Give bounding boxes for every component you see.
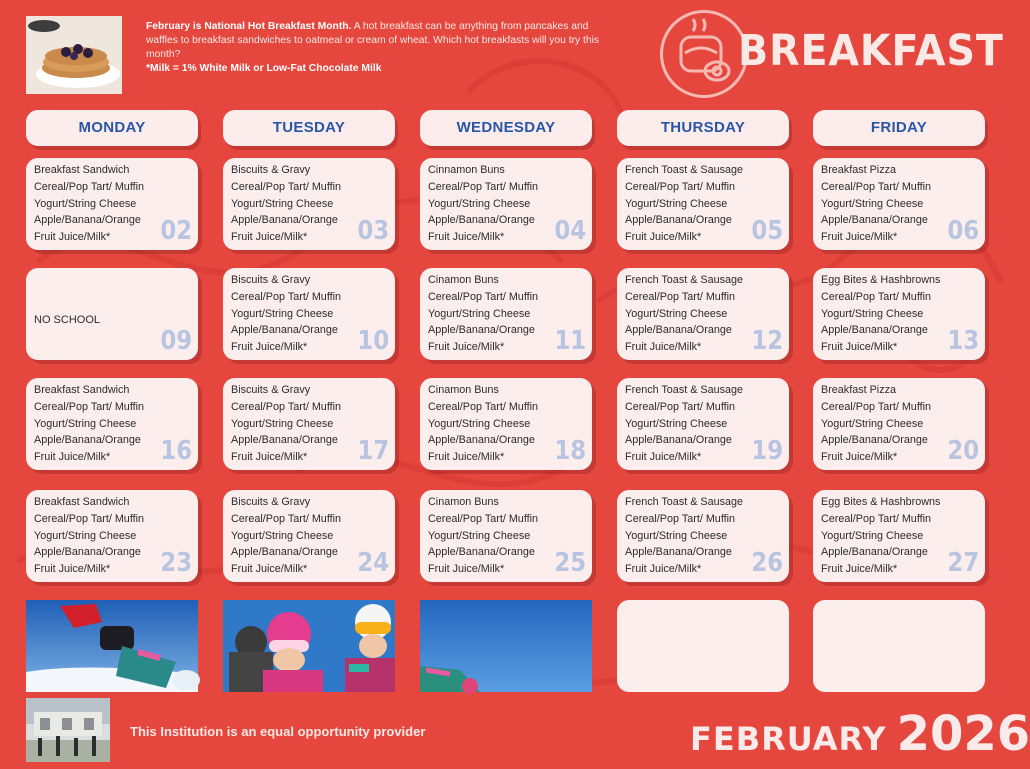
menu-item: Apple/Banana/Orange (34, 214, 141, 227)
menu-item: Cinamon Buns (428, 384, 499, 396)
menu-item: Cereal/Pop Tart/ Muffin (231, 400, 342, 413)
pancakes-photo (26, 16, 122, 94)
menu-item: Apple/Banana/Orange (821, 214, 928, 227)
date-number: 05 (751, 216, 783, 246)
day-cell (223, 490, 395, 582)
date-number: 19 (751, 436, 783, 466)
menu-item: Fruit Juice/Milk* (821, 341, 898, 354)
milk-note: *Milk = 1% White Milk or Low-Fat Chocolate Milk (146, 63, 382, 74)
month-year-title (690, 706, 1030, 762)
day-cell (813, 158, 985, 250)
day-cell (420, 158, 592, 250)
menu-item: Apple/Banana/Orange (34, 434, 141, 447)
menu-item: Fruit Juice/Milk* (34, 231, 111, 244)
school-building-photo (26, 698, 110, 762)
date-number: 12 (751, 326, 783, 356)
menu-item: Apple/Banana/Orange (428, 434, 535, 447)
menu-item: Yogurt/String Cheese (821, 307, 924, 320)
date-number: 25 (554, 548, 586, 578)
snowboarder-photo (26, 600, 198, 692)
menu-item: Apple/Banana/Orange (821, 434, 928, 447)
day-cell (26, 268, 198, 360)
menu-item: Yogurt/String Cheese (34, 529, 137, 542)
menu-item: Cinamon Buns (428, 496, 499, 508)
menu-item: Egg Bites & Hashbrowns (821, 496, 941, 508)
day-cell (617, 490, 789, 582)
no-school-note: NO SCHOOL (34, 314, 101, 326)
menu-item: Cereal/Pop Tart/ Muffin (34, 180, 145, 193)
menu-item: Apple/Banana/Orange (625, 434, 732, 447)
month-label: FEBRUARY (690, 720, 887, 758)
menu-item: Apple/Banana/Orange (428, 214, 535, 227)
menu-item: Yogurt/String Cheese (625, 197, 728, 210)
day-cell (223, 378, 395, 470)
intro-text (146, 20, 616, 76)
intro-heading: February is National Hot Breakfast Month. (146, 21, 352, 32)
menu-item: Yogurt/String Cheese (231, 197, 334, 210)
year-label: 2026 (896, 706, 1030, 762)
day-cell (223, 158, 395, 250)
menu-item: Apple/Banana/Orange (231, 546, 338, 559)
menu-item: Cereal/Pop Tart/ Muffin (428, 290, 539, 303)
menu-item: Yogurt/String Cheese (231, 529, 334, 542)
day-cell (26, 378, 198, 470)
date-number: 17 (357, 436, 389, 466)
date-number: 20 (947, 436, 979, 466)
date-number: 03 (357, 216, 389, 246)
menu-item: Cereal/Pop Tart/ Muffin (625, 180, 736, 193)
menu-item: Cereal/Pop Tart/ Muffin (34, 400, 145, 413)
menu-item: Apple/Banana/Orange (625, 324, 732, 337)
menu-item: Cereal/Pop Tart/ Muffin (821, 290, 932, 303)
day-header-friday: FRIDAY (813, 110, 985, 146)
breakfast-logo-icon (660, 10, 748, 98)
day-cell (813, 490, 985, 582)
menu-item: Fruit Juice/Milk* (231, 563, 308, 576)
menu-item: Fruit Juice/Milk* (625, 563, 702, 576)
menu-item: Cereal/Pop Tart/ Muffin (821, 180, 932, 193)
menu-item: Cinamon Buns (428, 274, 499, 286)
menu-item: Apple/Banana/Orange (34, 546, 141, 559)
menu-item: Fruit Juice/Milk* (428, 451, 505, 464)
menu-item: Cereal/Pop Tart/ Muffin (625, 400, 736, 413)
menu-item: Yogurt/String Cheese (625, 529, 728, 542)
empty-box (813, 600, 985, 692)
menu-item: Cereal/Pop Tart/ Muffin (625, 512, 736, 525)
menu-item: Yogurt/String Cheese (625, 417, 728, 430)
menu-item: Biscuits & Gravy (231, 384, 311, 396)
menu-item: Apple/Banana/Orange (625, 546, 732, 559)
menu-item: Yogurt/String Cheese (625, 307, 728, 320)
menu-item: Yogurt/String Cheese (821, 417, 924, 430)
menu-item: Yogurt/String Cheese (821, 529, 924, 542)
date-number: 02 (160, 216, 192, 246)
menu-item: Fruit Juice/Milk* (625, 231, 702, 244)
menu-item: Apple/Banana/Orange (821, 324, 928, 337)
menu-item: Apple/Banana/Orange (231, 324, 338, 337)
day-cell (617, 268, 789, 360)
date-number: 13 (947, 326, 979, 356)
menu-item: Fruit Juice/Milk* (428, 341, 505, 354)
menu-item: Fruit Juice/Milk* (231, 451, 308, 464)
menu-item: Yogurt/String Cheese (428, 307, 531, 320)
date-number: 11 (554, 326, 586, 356)
menu-item: Apple/Banana/Orange (821, 546, 928, 559)
menu-item: Fruit Juice/Milk* (231, 341, 308, 354)
menu-item: Egg Bites & Hashbrowns (821, 274, 941, 286)
menu-item: Biscuits & Gravy (231, 274, 311, 286)
date-number: 27 (947, 548, 979, 578)
menu-item: Fruit Juice/Milk* (428, 231, 505, 244)
day-cell (420, 378, 592, 470)
menu-item: Fruit Juice/Milk* (821, 451, 898, 464)
day-cell (813, 378, 985, 470)
day-cell (617, 158, 789, 250)
date-number: 04 (554, 216, 586, 246)
date-number: 10 (357, 326, 389, 356)
day-cell (617, 378, 789, 470)
kids-skiing-photo (223, 600, 395, 692)
day-header-wednesday: WEDNESDAY (420, 110, 592, 146)
date-number: 09 (160, 326, 192, 356)
menu-item: Biscuits & Gravy (231, 496, 311, 508)
menu-item: Cereal/Pop Tart/ Muffin (428, 400, 539, 413)
date-number: 06 (947, 216, 979, 246)
menu-item: Cereal/Pop Tart/ Muffin (625, 290, 736, 303)
menu-item: Yogurt/String Cheese (34, 417, 137, 430)
menu-item: Yogurt/String Cheese (428, 197, 531, 210)
menu-item: Breakfast Sandwich (34, 496, 130, 508)
menu-item: Cereal/Pop Tart/ Muffin (34, 512, 145, 525)
menu-item: Fruit Juice/Milk* (34, 451, 111, 464)
date-number: 23 (160, 548, 192, 578)
empty-box (617, 600, 789, 692)
menu-item: Yogurt/String Cheese (231, 417, 334, 430)
menu-item: Cereal/Pop Tart/ Muffin (428, 180, 539, 193)
day-cell (813, 268, 985, 360)
menu-item: Cinnamon Buns (428, 164, 505, 176)
menu-item: Fruit Juice/Milk* (821, 231, 898, 244)
menu-item: Apple/Banana/Orange (625, 214, 732, 227)
day-cell (26, 158, 198, 250)
day-cell (420, 268, 592, 360)
day-header-tuesday: TUESDAY (223, 110, 395, 146)
day-header-monday: MONDAY (26, 110, 198, 146)
menu-item: French Toast & Sausage (625, 496, 744, 508)
menu-item: Yogurt/String Cheese (231, 307, 334, 320)
equal-opportunity-statement: This Institution is an equal opportunity provider (130, 724, 426, 739)
intro-body: A hot breakfast can be anything from pancakes and waffles to breakfast sandwiches to oatmeal or cream of wheat. Which hot breakfasts will you try this month? (146, 21, 600, 60)
menu-item: Breakfast Pizza (821, 384, 897, 396)
menu-item: Apple/Banana/Orange (231, 434, 338, 447)
date-number: 24 (357, 548, 389, 578)
menu-item: Fruit Juice/Milk* (231, 231, 308, 244)
menu-item: Yogurt/String Cheese (428, 529, 531, 542)
sky-photo (420, 600, 592, 692)
menu-item: Breakfast Sandwich (34, 384, 130, 396)
menu-item: Cereal/Pop Tart/ Muffin (821, 400, 932, 413)
menu-item: Apple/Banana/Orange (428, 546, 535, 559)
day-cell (420, 490, 592, 582)
day-header-thursday: THURSDAY (617, 110, 789, 146)
menu-item: Apple/Banana/Orange (231, 214, 338, 227)
menu-item: Fruit Juice/Milk* (821, 563, 898, 576)
menu-item: Breakfast Pizza (821, 164, 897, 176)
menu-item: Yogurt/String Cheese (34, 197, 137, 210)
day-cell (26, 490, 198, 582)
menu-item: Fruit Juice/Milk* (34, 563, 111, 576)
menu-item: Breakfast Sandwich (34, 164, 130, 176)
date-number: 26 (751, 548, 783, 578)
menu-item: Cereal/Pop Tart/ Muffin (231, 180, 342, 193)
menu-item: Cereal/Pop Tart/ Muffin (231, 512, 342, 525)
menu-item: French Toast & Sausage (625, 164, 744, 176)
menu-item: French Toast & Sausage (625, 274, 744, 286)
menu-item: Cereal/Pop Tart/ Muffin (231, 290, 342, 303)
menu-item: Cereal/Pop Tart/ Muffin (821, 512, 932, 525)
menu-item: Biscuits & Gravy (231, 164, 311, 176)
day-cell (223, 268, 395, 360)
menu-item: Fruit Juice/Milk* (428, 563, 505, 576)
menu-item: Yogurt/String Cheese (428, 417, 531, 430)
date-number: 16 (160, 436, 192, 466)
menu-item: Fruit Juice/Milk* (625, 341, 702, 354)
menu-item: Fruit Juice/Milk* (625, 451, 702, 464)
date-number: 18 (554, 436, 586, 466)
menu-item: Yogurt/String Cheese (821, 197, 924, 210)
logo-title: BREAKFAST (738, 26, 1004, 76)
menu-item: Cereal/Pop Tart/ Muffin (428, 512, 539, 525)
menu-item: Apple/Banana/Orange (428, 324, 535, 337)
menu-item: French Toast & Sausage (625, 384, 744, 396)
